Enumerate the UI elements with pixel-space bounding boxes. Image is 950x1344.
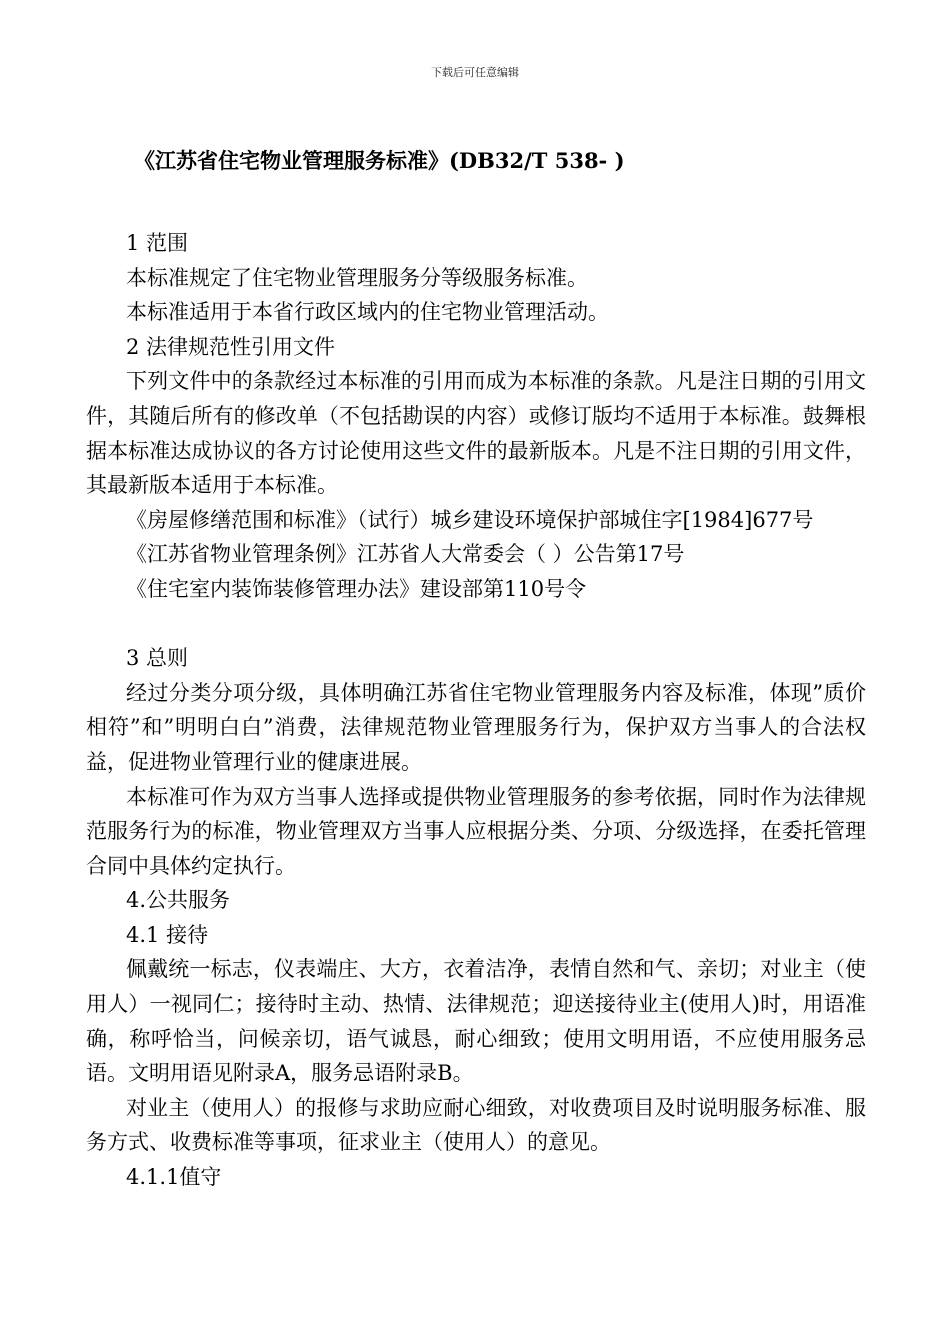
section-4-1-paragraph-1: 佩戴统一标志，仪表端庄、大方，衣着洁净，表情自然和气、亲切；对业主（使用人）一视同仁；接待时主动、热情、法律规范；迎送接待业主(使用人)时，用语准确，称呼恰当，问候亲切，语气诚恳，耐心细致；使用文明用语，不应使用服务忌语。文明用语见附录A，服务忌语附录B。 bbox=[86, 957, 866, 1086]
page-header-note: 下载后可任意编辑 bbox=[431, 66, 519, 79]
section-4-1-1-heading: 4.1.1值守 bbox=[126, 1165, 222, 1190]
document-body bbox=[86, 226, 866, 1195]
section-2-reference-3: 《住宅室内装饰装修管理办法》建设部第110号令 bbox=[126, 576, 587, 601]
section-2-paragraph: 下列文件中的条款经过本标准的引用而成为本标准的条款。凡是注日期的引用文件，其随后所有的修改单（不包括勘误的内容）或修订版均不适用于本标准。鼓舞根据本标准达成协议的各方讨论使用这些文件的最新版本。凡是不注日期的引用文件，其最新版本适用于本标准。 bbox=[86, 369, 866, 498]
section-3-heading: 3 总则 bbox=[126, 646, 189, 671]
section-3-paragraph-1: 经过分类分项分级，具体明确江苏省住宅物业管理服务内容及标准，体现”质价相符”和”明明白白”消费，法律规范物业管理服务行为，保护双方当事人的合法权益，促进物业管理行业的健康进展。 bbox=[86, 680, 866, 774]
document-title: 《江苏省住宅物业管理服务标准》(DB32/T 538- ) bbox=[134, 148, 625, 173]
section-4-heading: 4.公共服务 bbox=[126, 888, 231, 913]
section-1-heading: 1 范围 bbox=[126, 231, 189, 255]
section-1-paragraph-2: 本标准适用于本省行政区域内的住宅物业管理活动。 bbox=[126, 300, 609, 325]
section-4-1-heading: 4.1 接待 bbox=[126, 922, 209, 947]
section-2-reference-2: 《江苏省物业管理条例》江苏省人大常委会（ ）公告第17号 bbox=[126, 542, 685, 567]
blank-line bbox=[86, 607, 866, 642]
section-2-reference-1: 《房屋修缮范围和标准》（试行）城乡建设环境保护部城住字[1984]677号 bbox=[126, 507, 814, 532]
section-2-heading: 2 法律规范性引用文件 bbox=[126, 334, 336, 359]
section-3-paragraph-2: 本标准可作为双方当事人选择或提供物业管理服务的参考依据，同时作为法律规范服务行为的标准，物业管理双方当事人应根据分类、分项、分级选择，在委托管理合同中具体约定执行。 bbox=[86, 784, 866, 878]
section-4-1-paragraph-2: 对业主（使用人）的报修与求助应耐心细致，对收费项目及时说明服务标准、服务方式、收费标准等事项，征求业主（使用人）的意见。 bbox=[86, 1095, 866, 1155]
section-1-paragraph-1: 本标准规定了住宅物业管理服务分等级服务标准。 bbox=[126, 265, 588, 290]
